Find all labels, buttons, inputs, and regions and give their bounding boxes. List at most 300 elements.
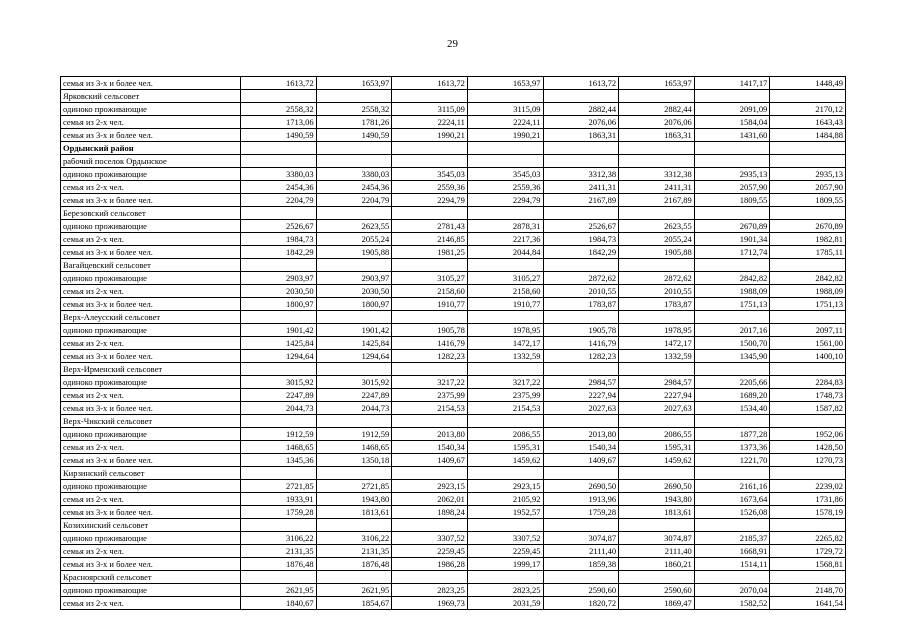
value-cell: 2923,15 [392,480,468,493]
value-cell: 1713,06 [241,116,317,129]
row-label: одиноко проживающие [61,584,241,597]
table-row [61,571,846,584]
value-cell: 2097,11 [770,324,846,337]
value-cell: 3015,92 [241,376,317,389]
row-label: одиноко проживающие [61,272,241,285]
value-cell [543,519,619,532]
value-cell: 2923,15 [467,480,543,493]
value-cell [770,467,846,480]
value-cell: 1910,77 [392,298,468,311]
value-cell: 2781,43 [392,220,468,233]
value-cell: 3312,38 [619,168,695,181]
value-cell: 2044,84 [467,246,543,259]
table-row [61,77,846,90]
value-cell: 2010,55 [543,285,619,298]
value-cell: 1912,59 [316,428,392,441]
value-cell: 1913,96 [543,493,619,506]
row-label: одиноко проживающие [61,428,241,441]
value-cell: 1990,21 [392,129,468,142]
value-cell: 2526,67 [241,220,317,233]
value-cell: 1859,38 [543,558,619,571]
value-cell: 2055,24 [316,233,392,246]
value-cell [241,415,317,428]
value-cell: 2227,94 [619,389,695,402]
value-cell [392,142,468,155]
tariff-table [60,76,846,610]
row-label: одиноко проживающие [61,480,241,493]
value-cell: 1905,78 [392,324,468,337]
value-cell [392,259,468,272]
value-cell: 2265,82 [770,532,846,545]
value-cell: 1689,20 [694,389,770,402]
value-cell: 1373,36 [694,441,770,454]
value-cell: 1759,28 [241,506,317,519]
value-cell [467,363,543,376]
value-cell: 2057,90 [770,181,846,194]
value-cell [543,142,619,155]
value-cell: 3105,27 [467,272,543,285]
row-label: семья из 2-х чел. [61,181,241,194]
value-cell: 1751,13 [770,298,846,311]
value-cell: 1876,48 [316,558,392,571]
value-cell [392,467,468,480]
value-cell: 1842,29 [241,246,317,259]
value-cell [241,207,317,220]
value-cell [241,519,317,532]
value-cell [316,467,392,480]
value-cell: 1800,97 [316,298,392,311]
value-cell: 1409,67 [392,454,468,467]
value-cell [619,571,695,584]
value-cell: 1595,31 [467,441,543,454]
value-cell: 3545,03 [392,168,468,181]
value-cell: 2013,80 [392,428,468,441]
value-cell: 3074,87 [619,532,695,545]
value-cell: 2375,99 [392,389,468,402]
value-cell [241,155,317,168]
value-cell [770,142,846,155]
table-row [61,285,846,298]
value-cell: 2057,90 [694,181,770,194]
value-cell: 1840,67 [241,597,317,610]
value-cell: 3312,38 [543,168,619,181]
table-row [61,272,846,285]
value-cell: 2148,70 [770,584,846,597]
value-cell: 1282,23 [543,350,619,363]
value-cell: 1568,81 [770,558,846,571]
value-cell [619,311,695,324]
value-cell: 2984,57 [543,376,619,389]
table-row [61,454,846,467]
table-row [61,402,846,415]
value-cell [241,311,317,324]
table-row [61,350,846,363]
value-cell: 1459,62 [619,454,695,467]
value-cell [467,311,543,324]
table-row [61,558,846,571]
value-cell: 1641,54 [770,597,846,610]
value-cell: 1863,31 [543,129,619,142]
value-cell: 2623,55 [619,220,695,233]
value-cell: 1345,36 [241,454,317,467]
value-cell: 2590,60 [619,584,695,597]
value-cell: 3106,22 [316,532,392,545]
value-cell: 1982,81 [770,233,846,246]
value-cell: 2185,37 [694,532,770,545]
value-cell [316,207,392,220]
value-cell: 2105,92 [467,493,543,506]
value-cell: 1540,34 [392,441,468,454]
value-cell: 3115,09 [467,103,543,116]
value-cell: 1820,72 [543,597,619,610]
value-cell: 2205,66 [694,376,770,389]
value-cell [770,90,846,103]
value-cell: 1409,67 [543,454,619,467]
value-cell: 3217,22 [467,376,543,389]
value-cell: 2131,35 [316,545,392,558]
value-cell [316,311,392,324]
value-cell: 2872,62 [619,272,695,285]
value-cell: 1783,87 [543,298,619,311]
table-row [61,90,846,103]
value-cell [316,519,392,532]
value-cell: 2670,89 [770,220,846,233]
value-cell: 2027,63 [543,402,619,415]
table-row [61,311,846,324]
value-cell: 1813,61 [619,506,695,519]
row-label: семья из 2-х чел. [61,441,241,454]
value-cell: 2170,12 [770,103,846,116]
value-cell: 2010,55 [619,285,695,298]
value-cell: 2158,60 [467,285,543,298]
value-cell: 1613,72 [392,77,468,90]
value-cell: 2882,44 [619,103,695,116]
value-cell [241,363,317,376]
value-cell: 2690,50 [619,480,695,493]
value-cell: 3115,09 [392,103,468,116]
value-cell [467,207,543,220]
table-row [61,415,846,428]
value-cell: 2878,31 [467,220,543,233]
value-cell: 1468,65 [316,441,392,454]
value-cell: 2259,45 [467,545,543,558]
value-cell: 2204,79 [241,194,317,207]
value-cell: 2070,04 [694,584,770,597]
value-cell [316,259,392,272]
value-cell [543,207,619,220]
row-label: Верх-Чикский сельсовет [61,415,241,428]
value-cell: 2559,36 [392,181,468,194]
value-cell: 1978,95 [619,324,695,337]
value-cell: 1952,57 [467,506,543,519]
value-cell [467,142,543,155]
value-cell: 2984,57 [619,376,695,389]
row-label: Козихинский сельсовет [61,519,241,532]
row-label: семья из 2-х чел. [61,597,241,610]
value-cell: 1653,97 [316,77,392,90]
row-label: семья из 2-х чел. [61,389,241,402]
value-cell: 1781,26 [316,116,392,129]
row-label: Кирзинский сельсовет [61,467,241,480]
value-cell: 2590,60 [543,584,619,597]
value-cell: 1842,29 [543,246,619,259]
value-cell: 1990,21 [467,129,543,142]
value-cell: 1578,19 [770,506,846,519]
value-cell: 2454,36 [316,181,392,194]
value-cell: 1332,59 [619,350,695,363]
value-cell: 2690,50 [543,480,619,493]
value-cell: 1905,88 [619,246,695,259]
table-row [61,584,846,597]
value-cell: 2559,36 [467,181,543,194]
value-cell: 1969,73 [392,597,468,610]
value-cell: 1653,97 [467,77,543,90]
value-cell [543,571,619,584]
value-cell: 1905,88 [316,246,392,259]
value-cell: 1729,72 [770,545,846,558]
row-label: одиноко проживающие [61,220,241,233]
value-cell: 1860,21 [619,558,695,571]
value-cell: 3380,03 [241,168,317,181]
value-cell [619,142,695,155]
value-cell [467,90,543,103]
row-label: одиноко проживающие [61,376,241,389]
table-row [61,597,846,610]
value-cell: 1500,70 [694,337,770,350]
value-cell [770,311,846,324]
value-cell: 2411,31 [543,181,619,194]
table-row [61,441,846,454]
row-label: семья из 3-х и более чел. [61,558,241,571]
row-label: семья из 2-х чел. [61,285,241,298]
value-cell: 2721,85 [241,480,317,493]
value-cell [241,571,317,584]
table-row [61,493,846,506]
value-cell: 1668,91 [694,545,770,558]
value-cell: 1540,34 [543,441,619,454]
table-row [61,363,846,376]
value-cell: 2044,73 [241,402,317,415]
value-cell: 2375,99 [467,389,543,402]
value-cell: 2227,94 [543,389,619,402]
value-cell: 1526,08 [694,506,770,519]
value-cell: 1809,55 [694,194,770,207]
value-cell [543,311,619,324]
row-label: Верх-Алеусский сельсовет [61,311,241,324]
value-cell: 1595,31 [619,441,695,454]
value-cell: 2146,85 [392,233,468,246]
value-cell [467,571,543,584]
value-cell: 2621,95 [316,584,392,597]
row-label: семья из 3-х и более чел. [61,454,241,467]
value-cell [392,519,468,532]
table-row [61,129,846,142]
row-label: семья из 3-х и более чел. [61,194,241,207]
table-row [61,194,846,207]
table-row [61,480,846,493]
table-row [61,181,846,194]
value-cell [467,155,543,168]
row-label: рабочий поселок Ордынское [61,155,241,168]
value-cell [619,363,695,376]
value-cell: 1459,62 [467,454,543,467]
value-cell: 2670,89 [694,220,770,233]
value-cell: 2224,11 [392,116,468,129]
value-cell: 3307,52 [467,532,543,545]
value-cell: 2721,85 [316,480,392,493]
value-cell: 1294,64 [316,350,392,363]
value-cell: 1345,90 [694,350,770,363]
value-cell: 1748,73 [770,389,846,402]
value-cell [392,155,468,168]
value-cell: 1613,72 [241,77,317,90]
table-row [61,428,846,441]
value-cell: 2621,95 [241,584,317,597]
value-cell [619,259,695,272]
value-cell [694,519,770,532]
value-cell [316,155,392,168]
value-cell: 2111,40 [619,545,695,558]
value-cell [694,155,770,168]
value-cell [316,363,392,376]
value-cell: 1809,55 [770,194,846,207]
value-cell: 2167,89 [619,194,695,207]
value-cell: 2217,36 [467,233,543,246]
value-cell [770,259,846,272]
table-body [61,77,846,610]
value-cell [467,415,543,428]
value-cell: 2903,97 [241,272,317,285]
value-cell: 2161,16 [694,480,770,493]
value-cell [392,571,468,584]
value-cell: 2111,40 [543,545,619,558]
value-cell: 2842,82 [694,272,770,285]
value-cell: 1901,34 [694,233,770,246]
value-cell [392,311,468,324]
district-header-row [61,142,846,155]
row-label: семья из 3-х и более чел. [61,506,241,519]
value-cell: 1472,17 [619,337,695,350]
value-cell: 3105,27 [392,272,468,285]
value-cell: 2013,80 [543,428,619,441]
value-cell: 2239,02 [770,480,846,493]
value-cell: 1912,59 [241,428,317,441]
value-cell: 1731,86 [770,493,846,506]
value-cell: 1984,73 [543,233,619,246]
value-cell: 1800,97 [241,298,317,311]
value-cell: 1910,77 [467,298,543,311]
value-cell [241,142,317,155]
value-cell [241,467,317,480]
value-cell: 3074,87 [543,532,619,545]
row-label: Ярковский сельсовет [61,90,241,103]
row-label: Вагайцевский сельсовет [61,259,241,272]
value-cell: 1901,42 [241,324,317,337]
value-cell: 1221,70 [694,454,770,467]
value-cell [467,519,543,532]
row-label: Красноярский сельсовет [61,571,241,584]
value-cell [316,90,392,103]
row-label: семья из 3-х и более чел. [61,402,241,415]
value-cell: 1431,60 [694,129,770,142]
row-label: семья из 3-х и более чел. [61,77,241,90]
value-cell [619,90,695,103]
value-cell: 2030,50 [241,285,317,298]
table-row [61,116,846,129]
value-cell [543,259,619,272]
value-cell: 1514,11 [694,558,770,571]
value-cell: 1712,74 [694,246,770,259]
value-cell: 2454,36 [241,181,317,194]
value-cell [694,142,770,155]
value-cell: 2623,55 [316,220,392,233]
row-label: одиноко проживающие [61,103,241,116]
value-cell [467,259,543,272]
value-cell: 2044,73 [316,402,392,415]
value-cell: 1613,72 [543,77,619,90]
value-cell: 2935,13 [694,168,770,181]
value-cell: 1863,31 [619,129,695,142]
value-cell: 1582,52 [694,597,770,610]
value-cell [241,90,317,103]
value-cell: 2872,62 [543,272,619,285]
table-row [61,467,846,480]
value-cell [770,207,846,220]
value-cell: 1901,42 [316,324,392,337]
value-cell [392,415,468,428]
value-cell: 1417,17 [694,77,770,90]
value-cell [770,415,846,428]
value-cell: 2247,89 [316,389,392,402]
value-cell: 1952,06 [770,428,846,441]
value-cell: 1416,79 [543,337,619,350]
row-label: семья из 2-х чел. [61,545,241,558]
value-cell: 1898,24 [392,506,468,519]
value-cell: 2903,97 [316,272,392,285]
value-cell: 1448,49 [770,77,846,90]
value-cell: 2154,53 [467,402,543,415]
value-cell: 3015,92 [316,376,392,389]
value-cell: 1783,87 [619,298,695,311]
value-cell [467,467,543,480]
value-cell: 1933,91 [241,493,317,506]
value-cell: 2526,67 [543,220,619,233]
value-cell [392,90,468,103]
value-cell: 1428,50 [770,441,846,454]
value-cell: 1468,65 [241,441,317,454]
value-cell: 1978,95 [467,324,543,337]
table-row [61,103,846,116]
row-label: семья из 3-х и более чел. [61,129,241,142]
value-cell: 1877,28 [694,428,770,441]
table-row [61,545,846,558]
table-row [61,233,846,246]
value-cell: 1425,84 [316,337,392,350]
value-cell [694,259,770,272]
value-cell [619,467,695,480]
table-row [61,246,846,259]
value-cell: 1943,80 [316,493,392,506]
table-row [61,389,846,402]
value-cell: 1905,78 [543,324,619,337]
row-label: семья из 2-х чел. [61,116,241,129]
table-row [61,337,846,350]
value-cell: 1332,59 [467,350,543,363]
value-cell: 2294,79 [392,194,468,207]
row-label: семья из 3-х и более чел. [61,350,241,363]
value-cell [694,90,770,103]
value-cell: 1751,13 [694,298,770,311]
